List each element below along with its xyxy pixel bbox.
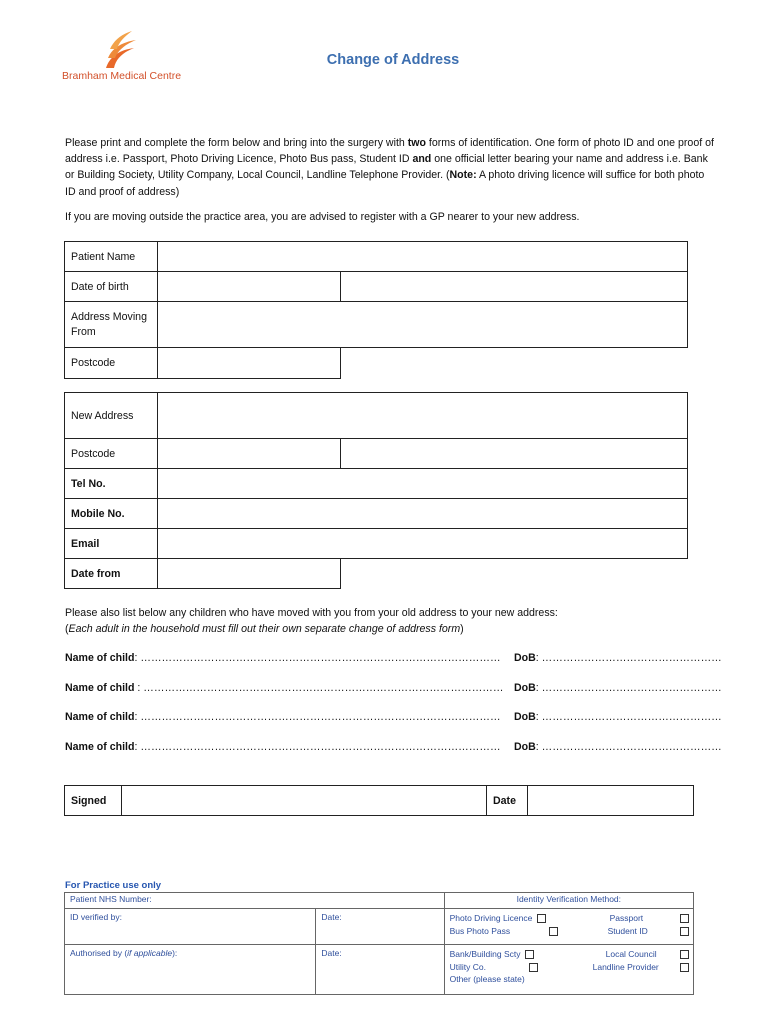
- email-label: Email: [65, 529, 158, 559]
- address-from-label: Address Moving From: [65, 302, 158, 348]
- date-label: Date: [487, 786, 528, 816]
- date-from-label: Date from: [65, 559, 158, 589]
- new-address-field[interactable]: [158, 393, 688, 439]
- student-id-checkbox[interactable]: [680, 927, 689, 936]
- bus-photo-checkbox[interactable]: [549, 927, 558, 936]
- landline-label: Landline Provider: [592, 961, 659, 972]
- new-postcode-field[interactable]: [158, 439, 341, 469]
- intro-paragraph: Please print and complete the form below and bring into the surgery with two forms of identification. One form of photo ID and one proof of address i.e. Passport, Photo Driving Licence, Photo Bus pass, Student ID and one official letter bearing your name and address i.e. Bank or Building Society, Utility Company, Local Council, Landline Telephone Provider. (Note: A photo driving licence will suffice for both photo ID and proof of address): [65, 137, 714, 198]
- new-address-label: New Address: [65, 393, 158, 439]
- utility-checkbox[interactable]: [529, 963, 538, 972]
- page-title: Change of Address: [326, 52, 460, 68]
- dob-field[interactable]: [158, 272, 341, 302]
- verification-methods-2: [444, 945, 693, 995]
- email-field[interactable]: [158, 529, 688, 559]
- mobile-field[interactable]: [158, 499, 688, 529]
- tel-field[interactable]: [158, 469, 688, 499]
- date-authorised[interactable]: Date:: [316, 945, 444, 995]
- bank-checkbox[interactable]: [525, 950, 534, 959]
- new-postcode-blank: [341, 439, 688, 469]
- date-from-field[interactable]: [158, 559, 341, 589]
- signed-label: Signed: [65, 786, 122, 816]
- postcode-field[interactable]: [158, 348, 341, 379]
- utility-label: Utility Co.: [449, 961, 486, 972]
- mobile-label: Mobile No.: [65, 499, 158, 529]
- patient-name-field[interactable]: [158, 242, 688, 272]
- local-council-checkbox[interactable]: [680, 950, 689, 959]
- passport-checkbox[interactable]: [680, 914, 689, 923]
- child-row-2[interactable]: Name of child : ………………………………………………………………………………………… DoB: ……………………………………………: [65, 682, 722, 694]
- child-row-3[interactable]: Name of child: ………………………………………………………………………………………… DoB: ……………………………………………: [65, 711, 722, 723]
- child-row-1[interactable]: Name of child: ………………………………………………………………………………………… DoB: ……………………………………………: [65, 652, 722, 664]
- address-from-field[interactable]: [158, 302, 688, 348]
- postcode-label: Postcode: [65, 348, 158, 379]
- children-note: (Each adult in the household must fill out their own separate change of address form): [65, 623, 464, 635]
- other-label: Other (please state): [449, 974, 525, 984]
- signed-field[interactable]: [122, 786, 487, 816]
- practice-table: [64, 892, 694, 995]
- photo-driving-label: Photo Driving Licence: [449, 913, 533, 923]
- authorised-by[interactable]: Authorised by (if applicable):: [65, 945, 316, 995]
- patient-details-table: [64, 241, 688, 379]
- children-intro: Please also list below any children who have moved with you from your old address to your new address:: [65, 607, 558, 619]
- date-field[interactable]: [528, 786, 694, 816]
- new-postcode-label: Postcode: [65, 439, 158, 469]
- patient-name-label: Patient Name: [65, 242, 158, 272]
- verification-method-label: Identity Verification Method:: [444, 893, 693, 909]
- child-row-4[interactable]: Name of child: ………………………………………………………………………………………… DoB: ……………………………………………: [65, 741, 722, 753]
- bus-photo-label: Bus Photo Pass: [449, 925, 511, 936]
- local-council-label: Local Council: [605, 949, 657, 959]
- moving-outside-note: If you are moving outside the practice area, you are advised to register with a GP nearer to your new address.: [65, 211, 580, 223]
- bank-label: Bank/Building Scty: [449, 949, 521, 959]
- dob-label: Date of birth: [65, 272, 158, 302]
- date-verified[interactable]: Date:: [316, 909, 444, 945]
- landline-checkbox[interactable]: [680, 963, 689, 972]
- logo-name: Bramham Medical Centre: [62, 70, 182, 82]
- practice-use-title: For Practice use only: [65, 880, 162, 891]
- photo-driving-checkbox[interactable]: [537, 914, 546, 923]
- date-from-blank: [341, 559, 688, 589]
- id-verified-by[interactable]: ID verified by:: [65, 909, 316, 945]
- new-address-table: [64, 392, 688, 589]
- verification-methods-1: [444, 909, 693, 945]
- signature-table: [64, 785, 694, 816]
- nhs-number-label: Patient NHS Number:: [65, 893, 445, 909]
- dob-blank: [341, 272, 688, 302]
- postcode-blank: [341, 348, 688, 379]
- passport-label: Passport: [609, 913, 644, 923]
- student-id-label: Student ID: [607, 925, 648, 936]
- tel-label: Tel No.: [65, 469, 158, 499]
